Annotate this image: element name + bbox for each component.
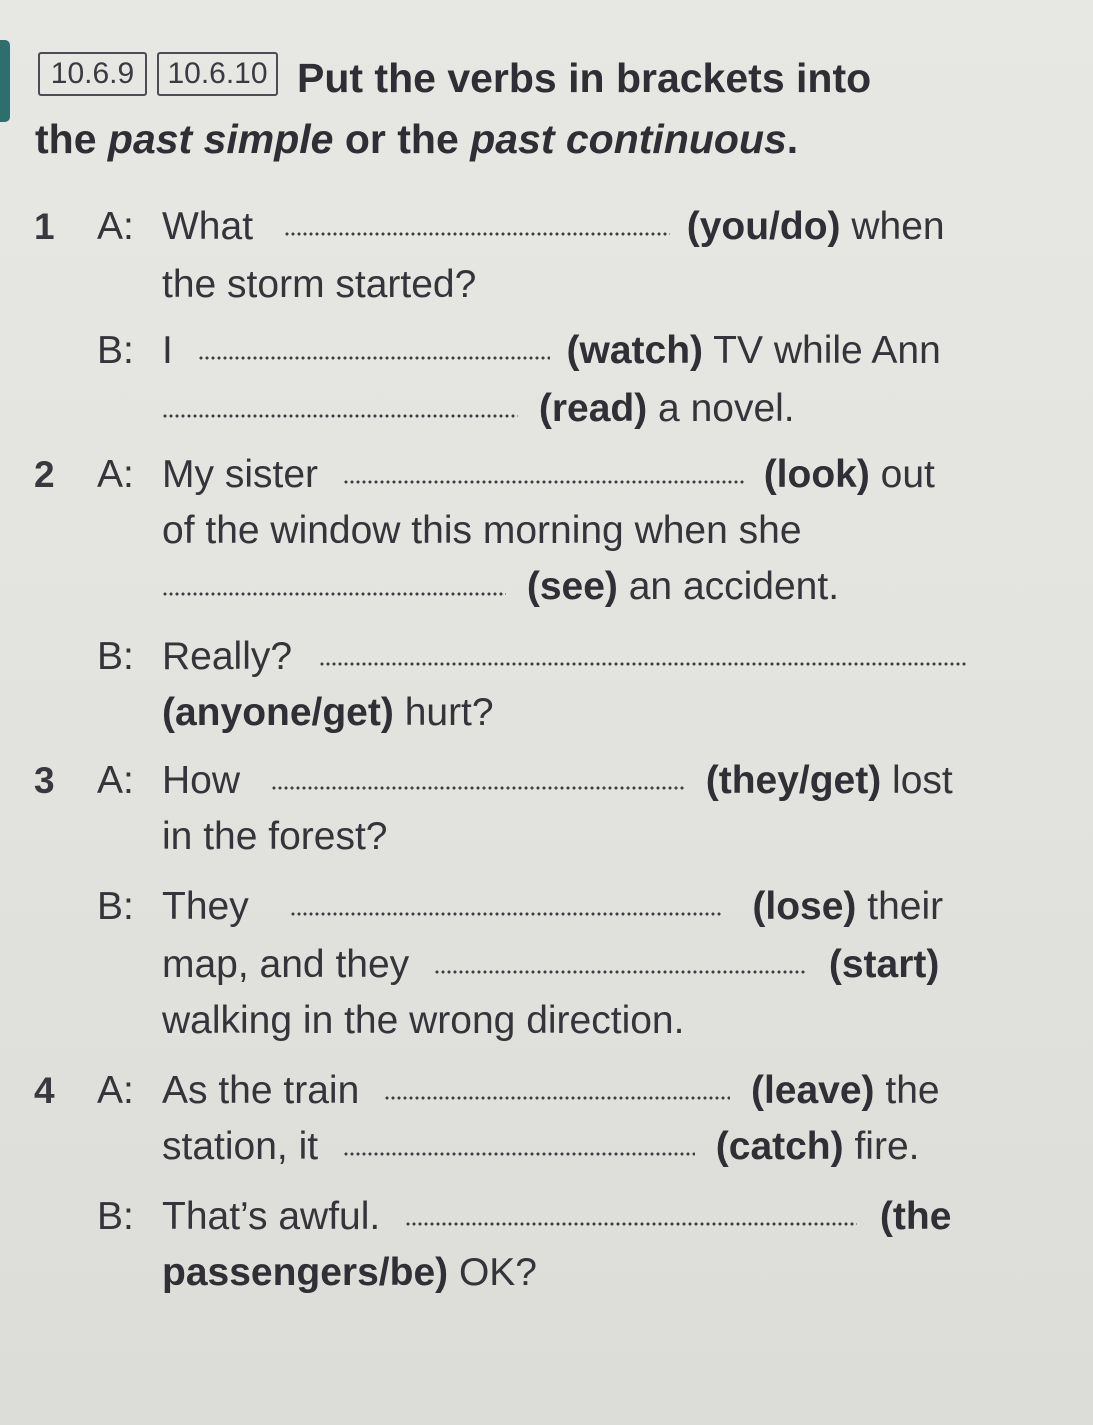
verb-prompt: (anyone/get) [162,691,394,734]
item-number: 3 [34,760,55,801]
dialogue-line: They (lose) their [162,885,944,928]
speaker-label: A: [97,205,134,248]
verb-prompt: (you/do) [686,205,841,248]
verb-prompt: (catch) [715,1125,844,1168]
speaker-label: A: [97,759,134,802]
dialogue-line: in the forest? [162,815,388,858]
dialogue-line: walking in the wrong direction. [162,999,685,1042]
answer-blank[interactable] [162,591,506,597]
tense-name: past simple [107,116,334,162]
dialogue-line: I (watch) TV while Ann [162,329,941,372]
answer-blank[interactable] [343,1151,695,1157]
verb-prompt: (leave) [750,1069,875,1112]
dialogue-line: As the train (leave) the [162,1069,940,1112]
verb-prompt: (the [879,1195,952,1238]
dialogue-line: map, and they (start) [162,943,940,986]
speaker-label: A: [97,1069,134,1112]
dialogue-line: That’s awful. (the [162,1195,952,1238]
dialogue-line: Really? [162,634,967,680]
reference-badge: 10.6.9 [38,52,147,96]
exercise-instruction-continued: the past simple or the past continuous. [35,116,799,162]
dialogue-line: the storm started? [162,263,477,306]
verb-prompt: (they/get) [705,759,882,802]
item-number: 2 [34,454,55,495]
dialogue-line: of the window this morning when she [162,509,802,552]
answer-blank[interactable] [284,231,670,237]
dialogue-line: How (they/get) lost [162,759,953,802]
answer-blank[interactable] [343,479,745,485]
dialogue-line: (read) a novel. [162,386,795,432]
page-edge-tab [0,40,10,122]
answer-blank[interactable] [198,355,550,361]
speaker-label: B: [97,1195,134,1238]
answer-blank[interactable] [384,1095,730,1101]
tense-name: past continuous [470,116,787,162]
speaker-label: A: [97,453,134,496]
speaker-label: B: [97,885,134,928]
answer-blank[interactable] [271,785,685,791]
dialogue-line: station, it (catch) fire. [162,1125,920,1168]
dialogue-line: What (you/do) when [162,205,945,248]
reference-badge: 10.6.10 [157,52,278,96]
answer-blank[interactable] [405,1221,857,1227]
verb-prompt: (look) [763,453,870,496]
verb-prompt: (lose) [752,885,857,928]
dialogue-line: (anyone/get) hurt? [162,691,494,734]
verb-prompt: (watch) [566,329,704,372]
verb-prompt: passengers/be) [162,1251,449,1294]
answer-blank[interactable] [319,661,967,667]
answer-blank[interactable] [162,413,518,419]
speaker-label: B: [97,329,134,372]
dialogue-line: passengers/be) OK? [162,1251,537,1294]
exercise-instruction: Put the verbs in brackets into [297,55,872,101]
answer-blank[interactable] [434,969,806,975]
verb-prompt: (see) [526,565,618,608]
answer-blank[interactable] [290,911,722,917]
speaker-label: B: [97,635,134,678]
item-number: 4 [34,1070,55,1111]
dialogue-line: (see) an accident. [162,564,839,610]
verb-prompt: (read) [538,387,648,430]
item-number: 1 [34,206,55,247]
dialogue-line: My sister (look) out [162,453,935,496]
verb-prompt: (start) [828,943,940,986]
